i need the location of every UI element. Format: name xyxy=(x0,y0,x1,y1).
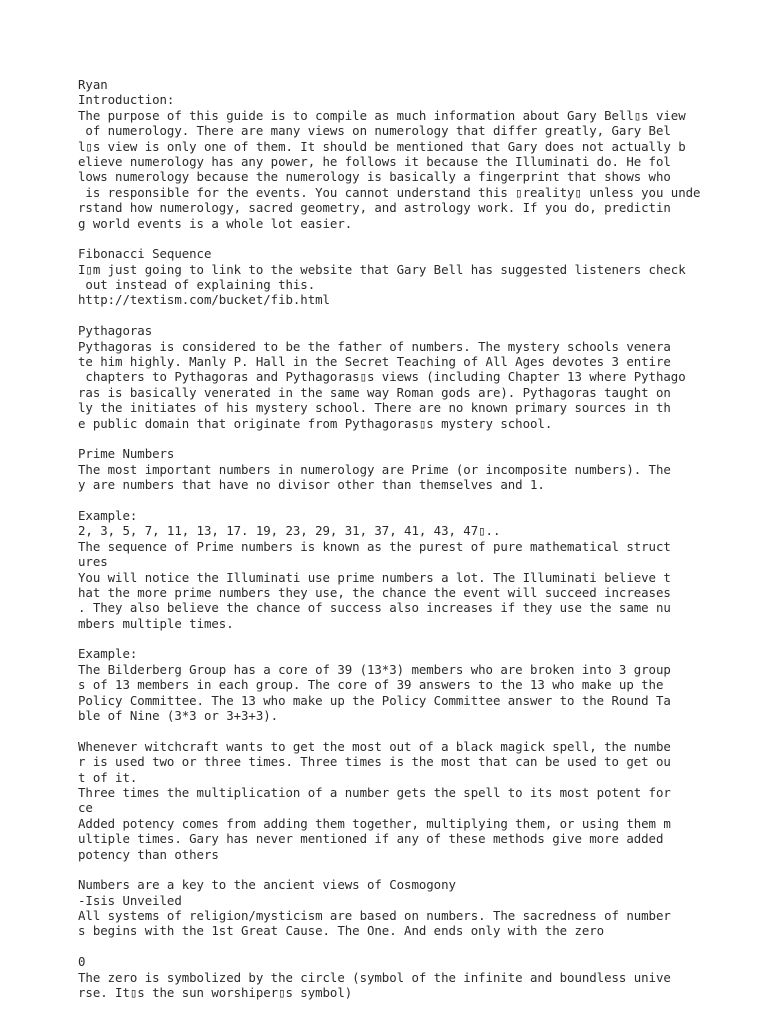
text-line: Pythagoras xyxy=(78,323,153,339)
text-line: ly the initiates of his mystery school. There are no known primary sources in th xyxy=(78,400,671,416)
text-line: y are numbers that have no divisor other than themselves and 1. xyxy=(78,477,545,493)
text-line xyxy=(78,431,758,446)
text-line: -Isis Unveiled xyxy=(78,892,182,908)
text-line: ultiple times. Gary has never mentioned if any of these methods give more added xyxy=(78,831,664,847)
text-line: s begins with the 1st Great Cause. The One. And ends only with the zero xyxy=(78,923,605,939)
text-line: s of 13 members in each group. The core of 39 answers to the 13 who make up the xyxy=(78,677,664,693)
text-line: ras is basically venerated in the same way Roman gods are). Pythagoras taught on xyxy=(78,384,671,400)
text-line: mbers multiple times. xyxy=(78,615,234,631)
text-line xyxy=(78,723,758,738)
text-line: The sequence of Prime numbers is known as the purest of pure mathematical struct xyxy=(78,538,671,554)
text-line: rse. It▯s the sun worshiper▯s symbol) xyxy=(78,985,353,1001)
text-line: 0 xyxy=(78,954,86,970)
text-line: The purpose of this guide is to compile as much information about Gary Bell▯s view xyxy=(78,107,686,123)
text-line: Example: xyxy=(78,646,138,662)
text-line: The Bilderberg Group has a core of 39 (13*3) members who are broken into 3 group xyxy=(78,661,671,677)
text-line: is responsible for the events. You cannot understand this ▯reality▯ unless you unde xyxy=(78,184,701,200)
text-line: All systems of religion/mysticism are based on numbers. The sacredness of number xyxy=(78,908,671,924)
text-line: Numbers are a key to the ancient views of Cosmogony xyxy=(78,877,456,893)
text-line: You will notice the Illuminati use prime numbers a lot. The Illuminati believe t xyxy=(78,569,671,585)
text-line: Whenever witchcraft wants to get the most out of a black magick spell, the numbe xyxy=(78,738,671,754)
text-line: te him highly. Manly P. Hall in the Secret Teaching of All Ages devotes 3 entire xyxy=(78,354,671,370)
text-line: Policy Committee. The 13 who make up the Policy Committee answer to the Round Ta xyxy=(78,692,671,708)
text-line: Example: xyxy=(78,507,138,523)
text-line: ce xyxy=(78,800,93,816)
document-body xyxy=(78,77,758,1000)
text-line: elieve numerology has any power, he follows it because the Illuminati do. He fol xyxy=(78,153,671,169)
text-line: ures xyxy=(78,554,108,570)
text-line: Ryan xyxy=(78,77,108,92)
text-line xyxy=(78,862,758,877)
text-line: hat the more prime numbers they use, the chance the event will succeed increases xyxy=(78,584,671,600)
text-line: Fibonacci Sequence xyxy=(78,246,212,262)
text-line: out instead of explaining this. xyxy=(78,277,316,293)
text-line: chapters to Pythagoras and Pythagoras▯s views (including Chapter 13 where Pythago xyxy=(78,369,686,385)
text-line: e public domain that originate from Pythagoras▯s mystery school. xyxy=(78,415,553,431)
text-line xyxy=(78,231,758,246)
text-line: 2, 3, 5, 7, 11, 13, 17. 19, 23, 29, 31, 37, 41, 43, 47▯.. xyxy=(78,523,501,539)
text-line: lows numerology because the numerology is basically a fingerprint that shows who xyxy=(78,169,671,185)
text-line: rstand how numerology, sacred geometry, and astrology work. If you do, predictin xyxy=(78,200,671,216)
text-line: The zero is symbolized by the circle (symbol of the infinite and boundless unive xyxy=(78,969,671,985)
text-line xyxy=(78,939,758,954)
text-line xyxy=(78,493,758,508)
text-line: . They also believe the chance of success also increases if they use the same nu xyxy=(78,600,671,616)
text-line: ble of Nine (3*3 or 3+3+3). xyxy=(78,708,279,724)
text-line: of numerology. There are many views on numerology that differ greatly, Gary Bel xyxy=(78,123,671,139)
text-line: Three times the multiplication of a number gets the spell to its most potent for xyxy=(78,784,671,800)
text-line xyxy=(78,631,758,646)
text-line: t of it. xyxy=(78,769,138,785)
text-line: http://textism.com/bucket/fib.html xyxy=(78,292,330,308)
text-line: r is used two or three times. Three times is the most that can be used to get ou xyxy=(78,754,671,770)
text-line: I▯m just going to link to the website that Gary Bell has suggested listeners check xyxy=(78,261,686,277)
text-line: l▯s view is only one of them. It should be mentioned that Gary does not actually b xyxy=(78,138,686,154)
text-line: g world events is a whole lot easier. xyxy=(78,215,353,231)
text-line: The most important numbers in numerology are Prime (or incomposite numbers). The xyxy=(78,461,671,477)
text-line: Pythagoras is considered to be the father of numbers. The mystery schools venera xyxy=(78,338,671,354)
text-line: Prime Numbers xyxy=(78,446,175,462)
text-line: potency than others xyxy=(78,846,219,862)
text-line xyxy=(78,308,758,323)
text-line: Added potency comes from adding them together, multiplying them, or using them m xyxy=(78,815,671,831)
text-line: Introduction: xyxy=(78,92,175,108)
